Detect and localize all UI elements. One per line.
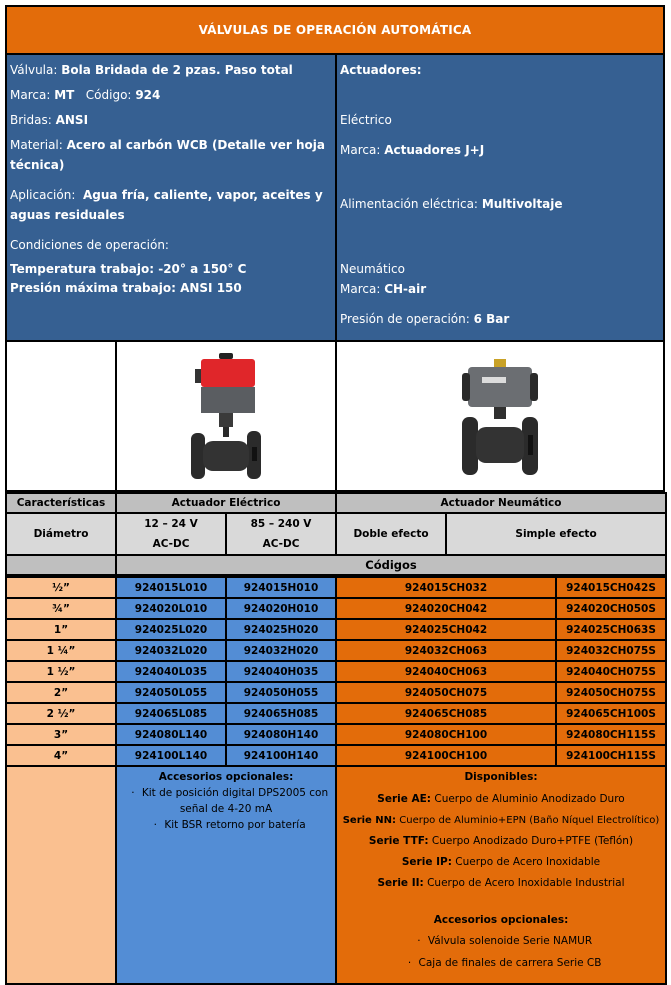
series-item — [337, 873, 665, 894]
doble-efecto-code-cell: 924050CH075 — [336, 682, 556, 703]
electric-high-code-cell: 924080H140 — [226, 724, 336, 745]
product-sheet — [5, 5, 665, 985]
valve-application: Aplicación: Agua fría, caliente, vapor, aceites y aguas residuales — [10, 188, 323, 222]
electric-high-code-cell: 924100H140 — [226, 745, 336, 766]
doble-efecto-code-cell: 924040CH063 — [336, 661, 556, 682]
series-item — [337, 852, 665, 873]
max-working-pressure: Presión máxima trabajo: ANSI 150 — [10, 281, 242, 295]
simple-efecto-code-cell: 924020CH050S — [556, 598, 666, 619]
voltage-low-range: 12 – 24 V — [144, 518, 198, 530]
series-name: Serie AE: — [377, 793, 432, 805]
doble-efecto-code-cell: 924032CH063 — [336, 640, 556, 661]
code-row — [6, 703, 666, 724]
pneumatic-accessory-item — [337, 930, 665, 952]
electric-label: Eléctrico — [340, 113, 392, 127]
diameter-cell: 1” — [6, 619, 116, 640]
voltage-low-type: AC-DC — [152, 538, 190, 550]
accessories-empty-cell — [6, 766, 116, 984]
electric-high-code-cell: 924032H020 — [226, 640, 336, 661]
simple-efecto-code-cell: 924015CH042S — [556, 577, 666, 598]
pneumatic-accessory-text: Válvula solenoide Serie NAMUR — [427, 935, 593, 947]
header-simple-efecto: Simple efecto — [446, 513, 666, 555]
series-desc: Cuerpo de Acero Inoxidable Industrial — [427, 877, 625, 889]
electric-high-code-cell: 924025H020 — [226, 619, 336, 640]
diameter-cell: 2” — [6, 682, 116, 703]
empty-image-cell — [7, 342, 117, 490]
simple-efecto-code-cell: 924050CH075S — [556, 682, 666, 703]
doble-efecto-code-cell: 924100CH100 — [336, 745, 556, 766]
code-row — [6, 640, 666, 661]
codigos-empty-cell — [6, 555, 116, 575]
valve-material: Material: Acero al carbón WCB (Detalle ver hoja técnica) — [10, 138, 325, 172]
codes-body-table — [5, 576, 667, 985]
electric-low-code-cell: 924040L035 — [116, 661, 226, 682]
electric-low-code-cell: 924050L055 — [116, 682, 226, 703]
code-row — [6, 745, 666, 766]
simple-efecto-code-cell: 924065CH100S — [556, 703, 666, 724]
diameter-cell: 3” — [6, 724, 116, 745]
pneumatic-label: Neumático — [340, 262, 405, 276]
disponibles-title: Disponibles: — [464, 771, 538, 783]
electric-low-code-cell: 924100L140 — [116, 745, 226, 766]
electric-actuated-valve-image — [181, 351, 271, 481]
doble-efecto-code-cell: 924065CH085 — [336, 703, 556, 724]
series-item — [337, 831, 665, 852]
code-row — [6, 577, 666, 598]
code-row — [6, 598, 666, 619]
series-name: Serie II: — [377, 877, 424, 889]
code-row — [6, 724, 666, 745]
header-actuador-electrico: Actuador Eléctrico — [116, 493, 336, 513]
doble-efecto-code-cell: 924020CH042 — [336, 598, 556, 619]
header-12-24v — [116, 513, 226, 555]
valve-flanges: Bridas: ANSI — [10, 113, 89, 127]
series-name: Serie NN: — [342, 815, 397, 826]
electric-high-code-cell: 924065H085 — [226, 703, 336, 724]
series-item — [337, 789, 665, 810]
operating-conditions-label: Condiciones de operación: — [10, 238, 169, 252]
electric-high-code-cell: 924040H035 — [226, 661, 336, 682]
valve-type: Válvula: Bola Bridada de 2 pzas. Paso total — [10, 63, 293, 77]
electric-accessory-text: Kit de posición digital DPS2005 con señal de 4-20 mA — [141, 787, 329, 815]
codigos-label: Códigos — [116, 555, 666, 575]
diameter-cell: 1 ¼” — [6, 640, 116, 661]
electric-low-code-cell: 924020L010 — [116, 598, 226, 619]
electric-high-code-cell: 924050H055 — [226, 682, 336, 703]
electric-low-code-cell: 924080L140 — [116, 724, 226, 745]
electric-accessory-item — [117, 785, 335, 817]
doble-efecto-code-cell: 924080CH100 — [336, 724, 556, 745]
operating-pressure: Presión de operación: 6 Bar — [340, 312, 510, 326]
doble-efecto-code-cell: 924015CH032 — [336, 577, 556, 598]
pneumatic-accessory-text: Caja de finales de carrera Serie CB — [418, 957, 602, 969]
diameter-cell: 2 ½” — [6, 703, 116, 724]
voltage-high-type: AC-DC — [262, 538, 300, 550]
series-desc: Cuerpo Anodizado Duro+PTFE (Teflón) — [431, 835, 634, 847]
codes-table — [5, 492, 667, 576]
electric-accessories-title: Accesorios opcionales: — [158, 771, 294, 783]
header-row-1 — [6, 493, 666, 513]
simple-efecto-code-cell: 924032CH075S — [556, 640, 666, 661]
header-doble-efecto: Doble efecto — [336, 513, 446, 555]
series-desc: Cuerpo de Acero Inoxidable — [455, 856, 601, 868]
actuators-info-panel — [337, 55, 663, 340]
bullet-icon: · — [417, 935, 421, 947]
codigos-row — [6, 555, 666, 575]
working-temperature: Temperatura trabajo: -20° a 150° C — [10, 262, 247, 276]
bullet-icon: · — [407, 957, 412, 969]
header-85-240v — [226, 513, 336, 555]
code-row — [6, 682, 666, 703]
diameter-cell: 1 ½” — [6, 661, 116, 682]
electric-accessory-text: Kit BSR retorno por batería — [164, 819, 306, 831]
series-name: Serie TTF: — [368, 835, 429, 847]
electric-power-supply: Alimentación eléctrica: Multivoltaje — [340, 197, 563, 211]
actuators-heading: Actuadores: — [340, 63, 422, 77]
page-title: VÁLVULAS DE OPERACIÓN AUTOMÁTICA — [5, 5, 665, 55]
simple-efecto-code-cell: 924025CH063S — [556, 619, 666, 640]
pneumatic-actuated-valve-image — [450, 351, 550, 481]
valve-brand-code: Marca: MT Código: 924 — [10, 88, 161, 102]
electric-brand: Marca: Actuadores J+J — [340, 143, 485, 157]
series-desc: Cuerpo de Aluminio Anodizado Duro — [434, 793, 625, 805]
header-caracteristicas: Características — [6, 493, 116, 513]
electric-high-code-cell: 924015H010 — [226, 577, 336, 598]
bullet-icon: · — [153, 819, 158, 831]
pneumatic-valve-image-cell — [337, 342, 663, 490]
diameter-cell: ½” — [6, 577, 116, 598]
product-images-row — [5, 340, 665, 492]
series-name: Serie IP: — [401, 856, 452, 868]
electric-accessory-item — [117, 817, 335, 833]
pneumatic-accessories-title: Accesorios opcionales: — [433, 914, 569, 926]
electric-low-code-cell: 924015L010 — [116, 577, 226, 598]
electric-high-code-cell: 924020H010 — [226, 598, 336, 619]
series-item — [337, 810, 665, 831]
electric-accessories-cell — [116, 766, 336, 984]
accessories-row — [6, 766, 666, 984]
electric-low-code-cell: 924065L085 — [116, 703, 226, 724]
doble-efecto-code-cell: 924025CH042 — [336, 619, 556, 640]
header-row-2 — [6, 513, 666, 555]
pneumatic-accessory-item — [337, 952, 665, 974]
info-section — [5, 55, 665, 340]
diameter-cell: ¾” — [6, 598, 116, 619]
header-actuador-neumatico: Actuador Neumático — [336, 493, 666, 513]
simple-efecto-code-cell: 924080CH115S — [556, 724, 666, 745]
simple-efecto-code-cell: 924100CH115S — [556, 745, 666, 766]
bullet-icon: · — [131, 787, 135, 799]
code-row — [6, 619, 666, 640]
electric-low-code-cell: 924025L020 — [116, 619, 226, 640]
pneumatic-details-cell — [336, 766, 666, 984]
electric-valve-image-cell — [117, 342, 337, 490]
code-row — [6, 661, 666, 682]
diameter-cell: 4” — [6, 745, 116, 766]
simple-efecto-code-cell: 924040CH075S — [556, 661, 666, 682]
valve-info-panel — [7, 55, 337, 340]
pneumatic-brand: Marca: CH-air — [340, 282, 427, 296]
voltage-high-range: 85 – 240 V — [250, 518, 312, 530]
series-desc: Cuerpo de Aluminio+EPN (Baño Níquel Electrolítico) — [399, 815, 660, 826]
header-diametro: Diámetro — [6, 513, 116, 555]
electric-low-code-cell: 924032L020 — [116, 640, 226, 661]
